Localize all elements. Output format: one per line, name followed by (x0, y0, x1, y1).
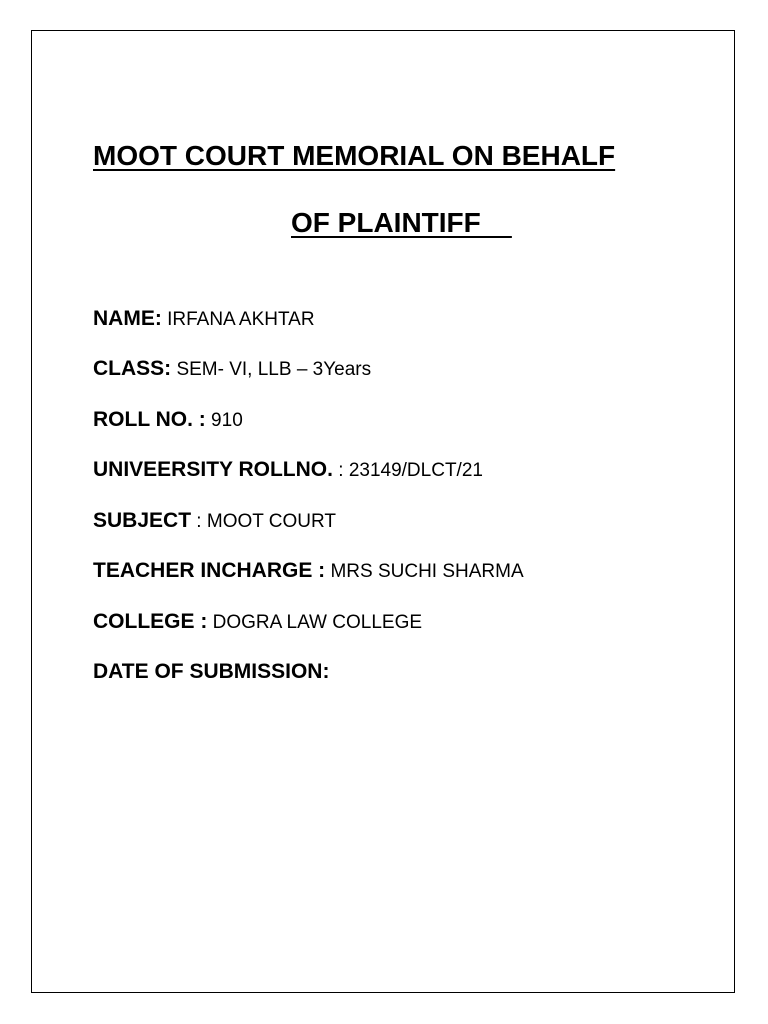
document-title-line-2: OF PLAINTIFF (291, 207, 512, 238)
roll-no-label: ROLL NO. : (93, 408, 206, 431)
university-roll-no-label: UNIVEERSITY ROLLNO. (93, 458, 333, 481)
subject-value: : MOOT COURT (191, 511, 336, 532)
name-field (93, 308, 315, 329)
class-label: CLASS: (93, 357, 172, 380)
document-title-line-1: MOOT COURT MEMORIAL ON BEHALF (93, 140, 616, 171)
roll-no-value: 910 (205, 410, 243, 431)
teacher-incharge-label: TEACHER INCHARGE : (93, 559, 326, 582)
date-of-submission-field (93, 661, 329, 682)
college-value: DOGRA LAW COLLEGE (207, 612, 423, 633)
teacher-incharge-field (93, 560, 524, 581)
subject-label: SUBJECT (93, 509, 192, 532)
teacher-incharge-value: MRS SUCHI SHARMA (325, 561, 524, 582)
roll-no-field (93, 409, 243, 430)
college-label: COLLEGE : (93, 610, 208, 633)
name-value: IRFANA AKHTAR (161, 309, 315, 330)
college-field (93, 611, 422, 632)
university-roll-no-field (93, 459, 483, 480)
name-label: NAME: (93, 307, 162, 330)
date-of-submission-label: DATE OF SUBMISSION: (93, 660, 330, 683)
class-field (93, 358, 371, 379)
class-value: SEM- VI, LLB – 3Years (171, 359, 372, 380)
university-roll-no-value: : 23149/DLCT/21 (332, 460, 483, 481)
subject-field (93, 510, 336, 531)
